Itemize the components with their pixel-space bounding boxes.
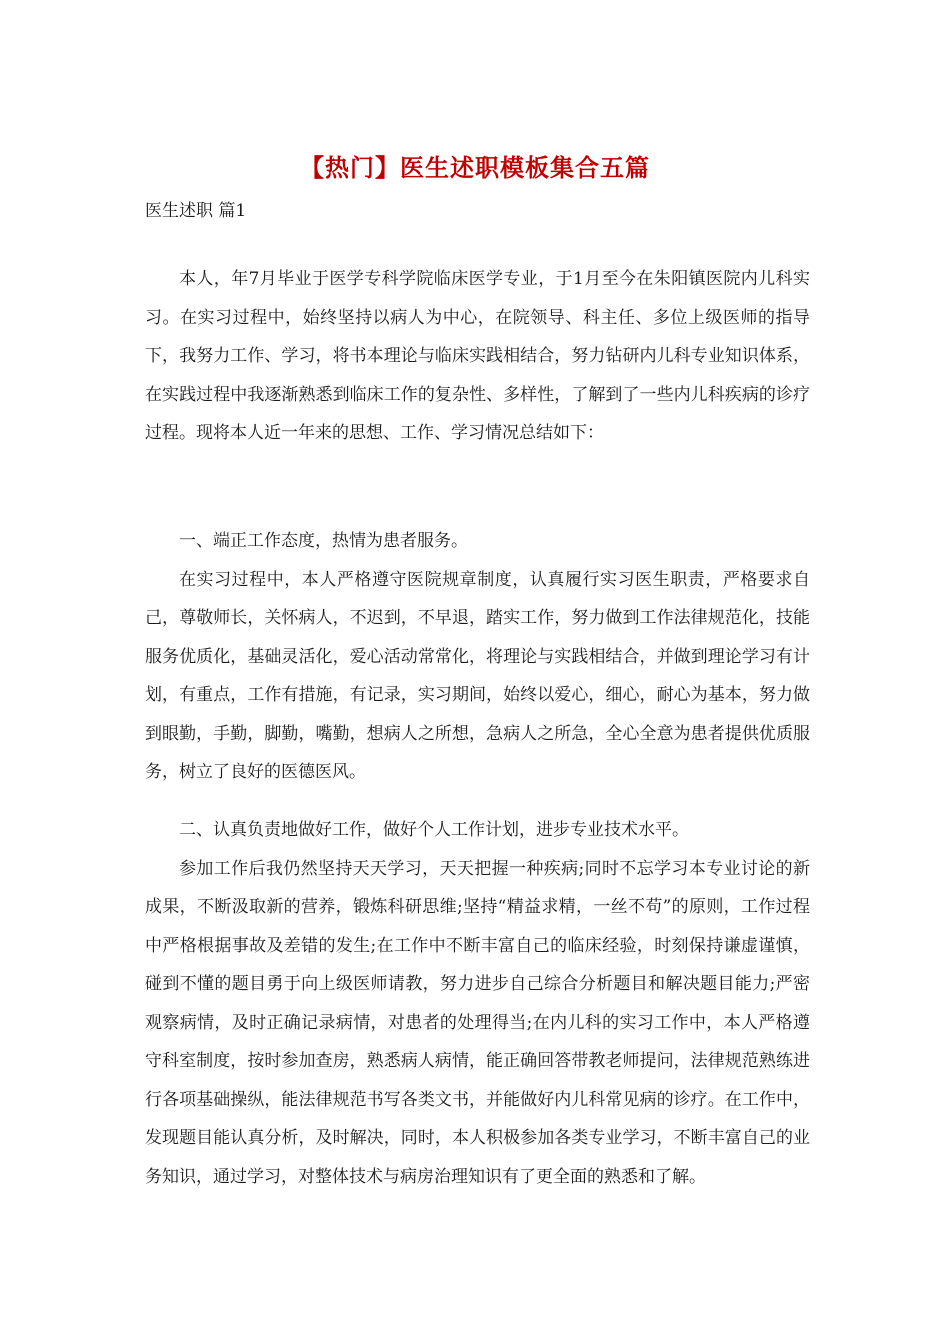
- section-two-heading: 二、认真负责地做好工作，做好个人工作计划，进步专业技术水平。: [179, 820, 689, 840]
- section-one-heading: 一、端正工作态度，热情为患者服务。: [179, 531, 468, 551]
- intro-block: [145, 260, 810, 453]
- section-two-block: [145, 811, 810, 1196]
- section-one-paragraph: 在实习过程中，本人严格遵守医院规章制度，认真履行实习医生职责，严格要求自己，尊敬师长，关怀病人，不迟到，不早退，踏实工作，努力做到工作法律规范化，技能服务优质化，基础灵活化，爱心活动常常化，将理论与实践相结合，并做到理论学习有计划，有重点，工作有措施，有记录，实习期间，始终以爱心，细心，耐心为基本，努力做到眼勤，手勤，脚勤，嘴勤，想病人之所想，急病人之所急，全心全意为患者提供优质服务，树立了良好的医德医风。: [145, 569, 810, 782]
- document-title: 【热门】医生述职模板集合五篇: [300, 153, 650, 182]
- intro-paragraph: 本人，年7月毕业于医学专科学院临床医学专业，于1月至今在朱阳镇医院内儿科实习。在实习过程中，始终坚持以病人为中心，在院领导、科主任、多位上级医师的指导下，我努力工作、学习，将书本理论与临床实践相结合，努力钻研内儿科专业知识体系，在实践过程中我逐渐熟悉到临床工作的复杂性、多样性，了解到了一些内儿科疾病的诊疗过程。现将本人近一年来的思想、工作、学习情况总结如下：: [145, 269, 810, 443]
- section-one-block: [145, 522, 810, 792]
- section-label: 医生述职 篇1: [145, 201, 247, 221]
- section-two-paragraph: 参加工作后我仍然坚持天天学习，天天把握一种疾病;同时不忘学习本专业讨论的新成果，不断汲取新的营养，锻炼科研思维;坚持“精益求精，一丝不苟”的原则，工作过程中严格根据事故及差错的发生;在工作中不断丰富自己的临床经验，时刻保持谦虚谨慎，碰到不懂的题目勇于向上级医师请教，努力进步自己综合分析题目和解决题目能力;严密观察病情，及时正确记录病情，对患者的处理得当;在内儿科的实习工作中，本人严格遵守科室制度，按时参加查房，熟悉病人病情，能正确回答带教老师提问，法律规范熟练进行各项基础操纵，能法律规范书写各类文书，并能做好内儿科常见病的诊疗。在工作中，发现题目能认真分析，及时解决，同时，本人积极参加各类专业学习，不断丰富自己的业务知识，通过学习，对整体技术与病房治理知识有了更全面的熟悉和了解。: [145, 858, 810, 1187]
